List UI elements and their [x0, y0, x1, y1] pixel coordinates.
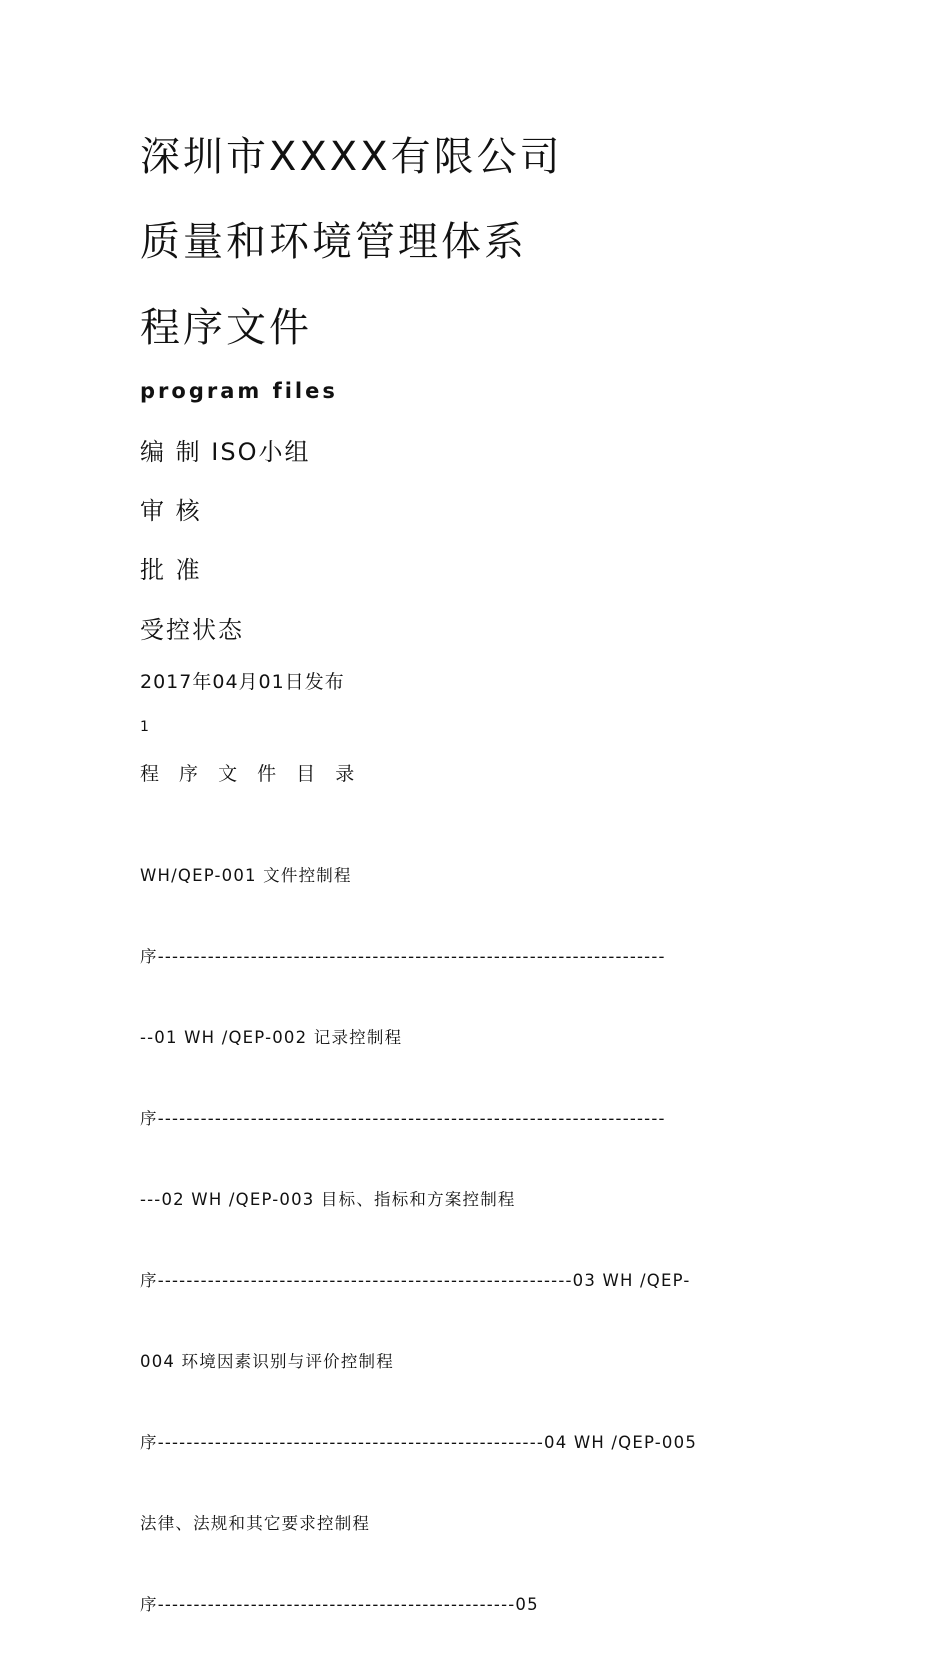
- toc-line[interactable]: 序-----------------------------------------------------------------------: [140, 1109, 666, 1128]
- prepared-by-field: 编 制 ISO小组: [140, 438, 311, 466]
- toc-line[interactable]: 004 环境因素识别与评价控制程: [140, 1352, 394, 1371]
- approved-by-field: 批 准: [140, 556, 202, 584]
- toc-line[interactable]: 序-----------------------------------------------------------------------: [140, 947, 666, 966]
- toc-line[interactable]: 序----------------------------------------------------------03 WH /QEP-: [140, 1271, 691, 1290]
- control-status-field: 受控状态: [140, 616, 244, 644]
- toc-line[interactable]: 序--------------------------------------------------05: [140, 1595, 539, 1614]
- company-name-title: 深圳市XXXX有限公司: [140, 134, 563, 180]
- table-of-contents: [140, 808, 810, 1672]
- release-date: 2017年04月01日发布: [140, 671, 345, 693]
- toc-line[interactable]: --01 WH /QEP-002 记录控制程: [140, 1028, 403, 1047]
- toc-heading: 程 序 文 件 目 录: [140, 763, 362, 785]
- reviewed-by-field: 审 核: [140, 497, 202, 525]
- page-number: 1: [140, 719, 149, 735]
- toc-line[interactable]: WH/QEP-001 文件控制程: [140, 866, 352, 885]
- program-files-title: 程序文件: [140, 305, 312, 351]
- toc-line[interactable]: 法律、法规和其它要求控制程: [140, 1514, 371, 1533]
- toc-line[interactable]: 序------------------------------------------------------04 WH /QEP-005: [140, 1433, 698, 1452]
- toc-line[interactable]: ---02 WH /QEP-003 目标、指标和方案控制程: [140, 1190, 516, 1209]
- english-subtitle: program files: [140, 379, 338, 403]
- management-system-title: 质量和环境管理体系: [140, 219, 527, 265]
